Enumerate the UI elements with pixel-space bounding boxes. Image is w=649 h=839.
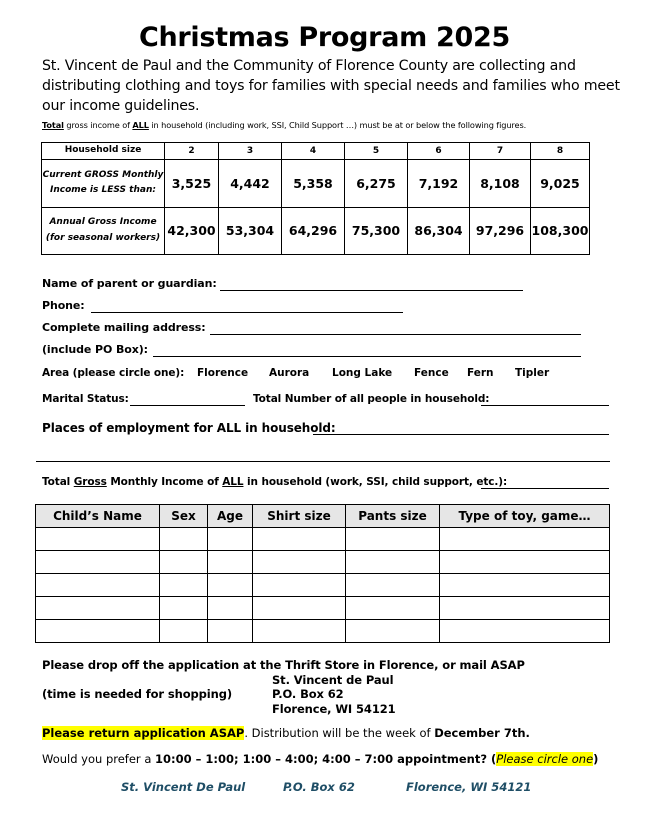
annual-income-label: Annual Gross Income (for seasonal workers) xyxy=(42,207,165,254)
total-income-input[interactable] xyxy=(481,488,609,489)
pants-size-cell[interactable] xyxy=(346,551,440,574)
income-guidelines-table xyxy=(41,142,590,255)
table-header-row xyxy=(36,505,610,528)
note-text-1: gross income of xyxy=(63,120,133,130)
monthly-income-label: Current GROSS Monthly Income is LESS than: xyxy=(42,159,165,207)
annual-value: 97,296 xyxy=(470,207,531,254)
pants-size-cell[interactable] xyxy=(346,597,440,620)
toy-type-cell[interactable] xyxy=(440,620,610,643)
table-row xyxy=(36,620,610,643)
intro-paragraph: St. Vincent de Paul and the Community of Florence County are collecting and distributing clothing and toys for families with special needs and families who meet our income guidelines. xyxy=(42,58,620,114)
mail-address-line-1: St. Vincent de Paul xyxy=(272,673,394,687)
shirt-size-cell[interactable] xyxy=(253,528,346,551)
appointment-prefix: Would you prefer a xyxy=(42,752,156,766)
toy-type-cell[interactable] xyxy=(440,574,610,597)
area-option-long-lake[interactable]: Long Lake xyxy=(332,367,393,379)
guardian-input[interactable] xyxy=(220,290,523,291)
area-label: Area (please circle one): xyxy=(42,367,185,379)
total-people-label: Total Number of all people in household: xyxy=(253,393,490,405)
annual-value: 108,300 xyxy=(531,207,590,254)
page-title: Christmas Program 2025 xyxy=(138,22,510,53)
total-people-input[interactable] xyxy=(481,405,609,406)
guardian-label: Name of parent or guardian: xyxy=(42,277,217,290)
area-option-tipler[interactable]: Tipler xyxy=(515,367,550,379)
pants-size-cell[interactable] xyxy=(346,574,440,597)
shirt-size-cell[interactable] xyxy=(253,551,346,574)
child-name-cell[interactable] xyxy=(36,574,160,597)
monthly-value: 8,108 xyxy=(470,159,531,207)
age-cell[interactable] xyxy=(208,574,253,597)
shirt-size-cell[interactable] xyxy=(253,597,346,620)
table-row xyxy=(36,597,610,620)
po-box-input[interactable] xyxy=(153,356,581,357)
size-cell: 7 xyxy=(470,143,531,160)
shirt-size-cell[interactable] xyxy=(253,620,346,643)
monthly-value: 4,442 xyxy=(219,159,282,207)
monthly-value: 3,525 xyxy=(165,159,219,207)
monthly-value: 9,025 xyxy=(531,159,590,207)
age-cell[interactable] xyxy=(208,528,253,551)
return-text: . Distribution will be the week of xyxy=(244,726,435,740)
dropoff-instructions: Please drop off the application at the Thrift Store in Florence, or mail ASAP xyxy=(42,658,525,672)
monthly-value: 6,275 xyxy=(345,159,408,207)
size-cell: 4 xyxy=(282,143,345,160)
total-income-text-2: Monthly Income of xyxy=(106,476,223,488)
sex-cell[interactable] xyxy=(160,574,208,597)
total-income-gross: Gross xyxy=(73,476,107,488)
area-option-aurora[interactable]: Aurora xyxy=(269,367,310,379)
total-income-label xyxy=(42,476,507,488)
table-row xyxy=(36,574,610,597)
children-table xyxy=(35,504,610,643)
child-name-cell[interactable] xyxy=(36,528,160,551)
child-name-cell[interactable] xyxy=(36,597,160,620)
annual-value: 75,300 xyxy=(345,207,408,254)
col-sex: Sex xyxy=(160,505,208,528)
phone-label: Phone: xyxy=(42,299,85,312)
note-total: Total xyxy=(42,120,64,130)
mail-address-line-2: P.O. Box 62 xyxy=(272,687,344,701)
total-income-text-1: Total xyxy=(42,476,74,488)
area-option-fern[interactable]: Fern xyxy=(467,367,494,379)
phone-input[interactable] xyxy=(91,312,403,313)
area-option-florence[interactable]: Florence xyxy=(197,367,249,379)
po-box-label: (include PO Box): xyxy=(42,343,148,356)
size-cell: 2 xyxy=(165,143,219,160)
table-row xyxy=(42,207,590,254)
col-child-name: Child’s Name xyxy=(36,505,160,528)
circle-one-instruction: Please circle one xyxy=(496,752,594,766)
paren-open: ( xyxy=(487,752,497,766)
age-cell[interactable] xyxy=(208,551,253,574)
marital-status-label: Marital Status: xyxy=(42,393,129,405)
return-notice xyxy=(42,726,530,740)
sex-cell[interactable] xyxy=(160,597,208,620)
note-text-2: in household (including work, SSI, Child Support …) must be at or below the following figures. xyxy=(148,120,527,130)
appointment-preference xyxy=(42,752,598,766)
size-cell: 8 xyxy=(531,143,590,160)
mail-address-line-3: Florence, WI 54121 xyxy=(272,702,396,716)
toy-type-cell[interactable] xyxy=(440,597,610,620)
total-income-text-3: in household (work, SSI, child support, etc.): xyxy=(243,476,508,488)
sex-cell[interactable] xyxy=(160,551,208,574)
table-row xyxy=(42,143,590,160)
table-row xyxy=(42,159,590,207)
footer-city: Florence, WI 54121 xyxy=(406,780,532,794)
total-income-all: ALL xyxy=(222,476,244,488)
size-cell: 3 xyxy=(219,143,282,160)
distribution-date: December 7th. xyxy=(434,726,530,740)
table-row xyxy=(36,551,610,574)
employment-input-line-2[interactable] xyxy=(36,461,610,462)
pants-size-cell[interactable] xyxy=(346,528,440,551)
annual-value: 86,304 xyxy=(408,207,470,254)
col-pants-size: Pants size xyxy=(346,505,440,528)
col-shirt-size: Shirt size xyxy=(253,505,346,528)
footer-box: P.O. Box 62 xyxy=(283,780,355,794)
monthly-value: 7,192 xyxy=(408,159,470,207)
col-toy-type: Type of toy, game… xyxy=(440,505,610,528)
monthly-value: 5,358 xyxy=(282,159,345,207)
toy-type-cell[interactable] xyxy=(440,528,610,551)
return-highlight: Please return application ASAP xyxy=(42,726,245,740)
col-age: Age xyxy=(208,505,253,528)
child-name-cell[interactable] xyxy=(36,620,160,643)
table-row xyxy=(36,528,610,551)
toy-type-cell[interactable] xyxy=(440,551,610,574)
age-cell[interactable] xyxy=(208,597,253,620)
sex-cell[interactable] xyxy=(160,528,208,551)
paren-close: ) xyxy=(593,752,599,766)
child-name-cell[interactable] xyxy=(36,551,160,574)
note-all: ALL xyxy=(132,120,149,130)
employment-label: Places of employment for ALL in household: xyxy=(42,421,336,435)
annual-value: 42,300 xyxy=(165,207,219,254)
income-note xyxy=(42,120,526,130)
address-input[interactable] xyxy=(210,334,581,335)
appointment-times[interactable]: 10:00 – 1:00; 1:00 – 4:00; 4:00 – 7:00 appointment? xyxy=(155,752,488,766)
shirt-size-cell[interactable] xyxy=(253,574,346,597)
sex-cell[interactable] xyxy=(160,620,208,643)
area-option-fence[interactable]: Fence xyxy=(414,367,449,379)
size-cell: 6 xyxy=(408,143,470,160)
household-size-label: Household size xyxy=(42,143,165,160)
footer-org: St. Vincent De Paul xyxy=(121,780,246,794)
age-cell[interactable] xyxy=(208,620,253,643)
address-label: Complete mailing address: xyxy=(42,321,206,334)
annual-value: 53,304 xyxy=(219,207,282,254)
employment-input[interactable] xyxy=(313,434,609,435)
size-cell: 5 xyxy=(345,143,408,160)
pants-size-cell[interactable] xyxy=(346,620,440,643)
marital-status-input[interactable] xyxy=(130,405,245,406)
annual-value: 64,296 xyxy=(282,207,345,254)
shopping-time-note: (time is needed for shopping) xyxy=(42,687,233,701)
